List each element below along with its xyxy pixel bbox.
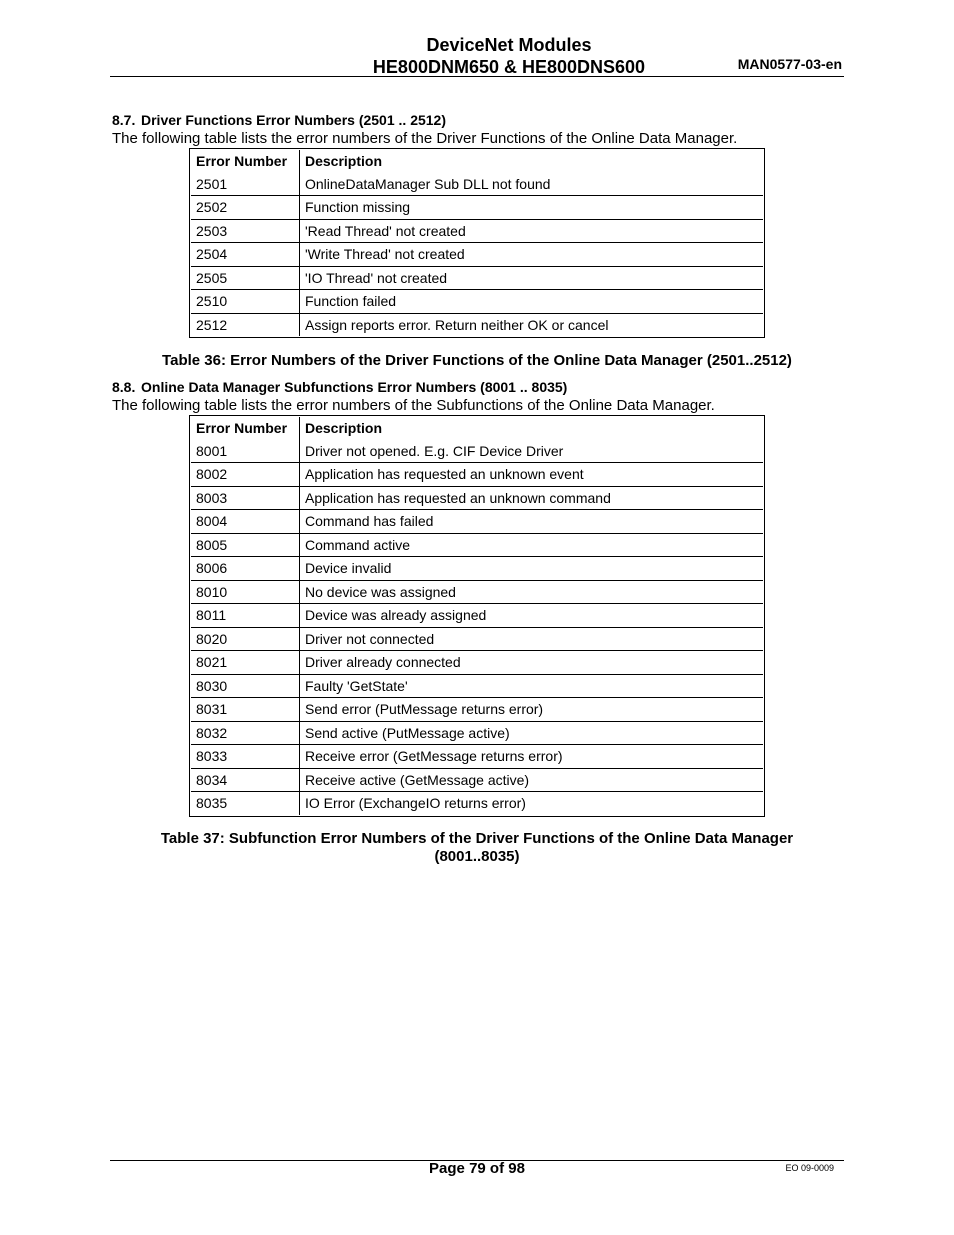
- description-cell: Command has failed: [300, 510, 763, 534]
- description-cell: IO Error (ExchangeIO returns error): [305, 795, 526, 812]
- error-number-cell: 8030: [191, 675, 300, 699]
- table-row: [191, 557, 763, 581]
- table-row: [191, 463, 763, 487]
- caption-line-2: (8001..8035): [434, 848, 520, 865]
- footer-code: EO 09-0009: [785, 1163, 834, 1173]
- table-row: [191, 675, 763, 699]
- table-row: [191, 792, 763, 815]
- description-cell: Send active (PutMessage active): [300, 722, 763, 746]
- error-number-cell: 2504: [191, 243, 300, 267]
- table-row: [191, 267, 763, 291]
- section-heading-8-7: [112, 112, 446, 128]
- description-cell: Application has requested an unknown command: [300, 487, 763, 511]
- table-row: [191, 487, 763, 511]
- column-header-error-number: Error Number: [191, 417, 300, 440]
- description-cell: 'Read Thread' not created: [300, 220, 763, 244]
- table-row: [191, 698, 763, 722]
- description-cell: Function missing: [300, 196, 763, 220]
- title-line-1: DeviceNet Modules: [426, 35, 592, 55]
- page-number: Page 79 of 98: [429, 1160, 525, 1177]
- description-cell: Function failed: [300, 290, 763, 314]
- table-row: [191, 220, 763, 244]
- error-number-cell: 8006: [191, 557, 300, 581]
- error-table-36: [189, 148, 765, 338]
- table-row: [191, 581, 763, 605]
- description-cell: 'Write Thread' not created: [300, 243, 763, 267]
- error-number-cell: 8033: [191, 745, 300, 769]
- error-number-cell: 8035: [191, 792, 300, 815]
- section-title: Online Data Manager Subfunctions Error Numbers (8001 .. 8035): [141, 379, 568, 395]
- description-cell: 'IO Thread' not created: [300, 267, 763, 291]
- title-line-2: HE800DNM650 & HE800DNS600: [372, 57, 646, 77]
- column-header-description: Description: [305, 153, 383, 170]
- description-cell: Driver not opened. E.g. CIF Device Driver: [300, 440, 763, 464]
- caption-line-1: Table 37: Subfunction Error Numbers of the Driver Functions of the Online Data Manager: [160, 830, 794, 847]
- description-cell: Assign reports error. Return neither OK or cancel: [305, 316, 609, 333]
- section-intro-8-7: The following table lists the error numbers of the Driver Functions of the Online Data Manager.: [112, 130, 738, 147]
- description-cell: Driver not connected: [300, 628, 763, 652]
- error-number-cell: 8034: [191, 769, 300, 793]
- table-row: [191, 510, 763, 534]
- table-row: [191, 628, 763, 652]
- header-rule: [110, 76, 844, 77]
- table-row: [191, 196, 763, 220]
- section-intro-8-8: The following table lists the error numbers of the Subfunctions of the Online Data Manager.: [112, 397, 715, 414]
- description-cell: Send error (PutMessage returns error): [300, 698, 763, 722]
- description-cell: Receive error (GetMessage returns error): [300, 745, 763, 769]
- error-number-cell: 2505: [191, 267, 300, 291]
- error-number-cell: 8011: [191, 604, 300, 628]
- error-number-cell: 8031: [191, 698, 300, 722]
- table-row: [191, 314, 763, 337]
- error-number-cell: 2510: [191, 290, 300, 314]
- table-row: [191, 243, 763, 267]
- table-header-row: [191, 417, 763, 440]
- table-36-caption: Table 36: Error Numbers of the Driver Functions of the Online Data Manager (2501..2512): [162, 352, 792, 369]
- error-number-cell: 2501: [191, 173, 300, 197]
- description-cell: Command active: [300, 534, 763, 558]
- table-row: [191, 440, 763, 464]
- table-row: [191, 290, 763, 314]
- column-header-error-number: Error Number: [191, 150, 300, 173]
- error-number-cell: 8003: [191, 487, 300, 511]
- error-number-cell: 2512: [191, 314, 300, 337]
- error-number-cell: 8021: [191, 651, 300, 675]
- section-number: 8.7.: [112, 112, 136, 128]
- description-cell: Receive active (GetMessage active): [300, 769, 763, 793]
- table-37-caption: [0, 830, 954, 866]
- table-row: [191, 651, 763, 675]
- error-number-cell: 2502: [191, 196, 300, 220]
- error-number-cell: 8002: [191, 463, 300, 487]
- error-number-cell: 8004: [191, 510, 300, 534]
- description-cell: Faulty 'GetState': [300, 675, 763, 699]
- error-table-37: [189, 415, 765, 817]
- table-row: [191, 604, 763, 628]
- description-cell: Device was already assigned: [300, 604, 763, 628]
- description-cell: Device invalid: [300, 557, 763, 581]
- table-row: [191, 769, 763, 793]
- error-number-cell: 8001: [191, 440, 300, 464]
- table-header-row: [191, 150, 763, 173]
- section-number: 8.8.: [112, 379, 136, 395]
- document-code: MAN0577-03-en: [737, 56, 842, 72]
- table-row: [191, 534, 763, 558]
- description-cell: No device was assigned: [300, 581, 763, 605]
- description-cell: Driver already connected: [300, 651, 763, 675]
- table-row: [191, 722, 763, 746]
- table-row: [191, 745, 763, 769]
- description-cell: OnlineDataManager Sub DLL not found: [300, 173, 763, 197]
- section-title: Driver Functions Error Numbers (2501 .. 2512): [141, 112, 446, 128]
- error-number-cell: 8020: [191, 628, 300, 652]
- table-row: [191, 173, 763, 197]
- section-heading-8-8: [112, 379, 567, 395]
- column-header-description: Description: [305, 420, 383, 437]
- error-number-cell: 2503: [191, 220, 300, 244]
- description-cell: Application has requested an unknown event: [300, 463, 763, 487]
- error-number-cell: 8032: [191, 722, 300, 746]
- error-number-cell: 8010: [191, 581, 300, 605]
- error-number-cell: 8005: [191, 534, 300, 558]
